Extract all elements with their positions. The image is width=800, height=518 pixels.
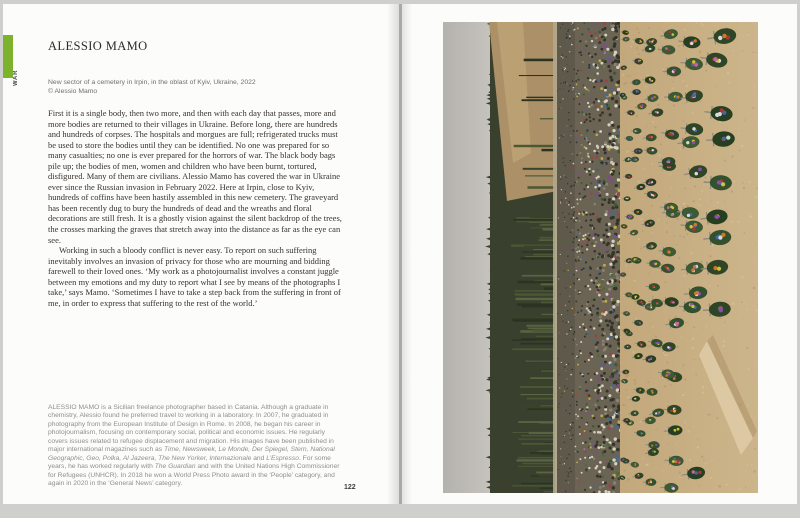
photographer-name-heading: ALESSIO MAMO xyxy=(48,39,148,54)
war-tab-label: WAR xyxy=(13,69,19,86)
essay-text xyxy=(48,108,345,308)
cemetery-photo xyxy=(443,22,758,493)
essay-paragraph: Working in such a bloody conflict is never easy. To report on such suffering inevitably involves an invasion of privacy for those who are mourning and bidding farewell to their loved ones. ‘My work as a photojournalist involves a constant juggle between my emotions and my duty to report what I see by means of the photographs I take,’ says Mamo. ‘Sometimes I have to take a step back from the suffering in front of me, in order to express that suffering to the rest of the world.’ xyxy=(48,245,341,308)
right-page xyxy=(402,4,797,504)
war-category-tab xyxy=(3,35,13,78)
cemetery-photo-illustration xyxy=(443,22,758,493)
cemetery-photo-rotated-canvas xyxy=(443,22,758,493)
photo-credit: © Alessio Mamo xyxy=(48,88,98,96)
photo-caption xyxy=(48,78,256,97)
bio-text: ALESSIO MAMO is a Sicilian freelance photographer based in Catania. Although a graduate in chemistry, Alessio found he preferred travel to working in a laboratory. In 2007, he graduated in photography from the European Institute of Design in Rome. In 2008, he began his career in photojournalism, focusing on contemporary social, political and economic issues. He regularly covers issues related to refugee displacement and migration. His images have been published in major international magazines such as Time, Newsweek, Le Monde, Der Spiegel, Stern, National Geographic, Geo, Polka, Al Jazeera, The New Yorker, Internazionale and L’Espresso. For some years, he has worked regularly with The Guardian and with the United Nations High Commissioner for Refugees (UNHCR). In 2018 he won a World Press Photo award in the ‘People’ category, and again in 2020 in the ‘General News’ category. xyxy=(48,404,340,488)
essay-paragraph: First it is a single body, then two more, and then with each day that passes, more and more bodies are returned to their villages in Ukraine. Before long, there are hundreds and hundreds of corpses. The hospitals and morgues are full; refrigerated trucks must be used to store the bodies until they can be identified. No one was prepared for so many casualties; no one is ever prepared for the horrors of war. The black body bags pile up; the bodies of men, women and children who have been burnt, tortured, disfigured. Many of them are civilians. Alessio Mamo has covered the war in Ukraine ever since the Russian invasion in February 2022. Here at Irpin, close to Kyiv, hundreds of coffins have been hastily assembled in this new cemetery. The graveyard has been recently dug to bury the hundreds of dead and the wreaths and floral decorations are still fresh. It is a ghostly vision against the silent backdrop of the trees, the crosses marking the graves that stretch away into the distance as far as the eye can see. xyxy=(48,108,342,245)
left-page xyxy=(3,4,399,504)
photo-caption-line: New sector of a cemetery in Irpin, in the oblast of Kyiv, Ukraine, 2022 xyxy=(48,79,256,86)
page-number: 122 xyxy=(344,484,356,491)
